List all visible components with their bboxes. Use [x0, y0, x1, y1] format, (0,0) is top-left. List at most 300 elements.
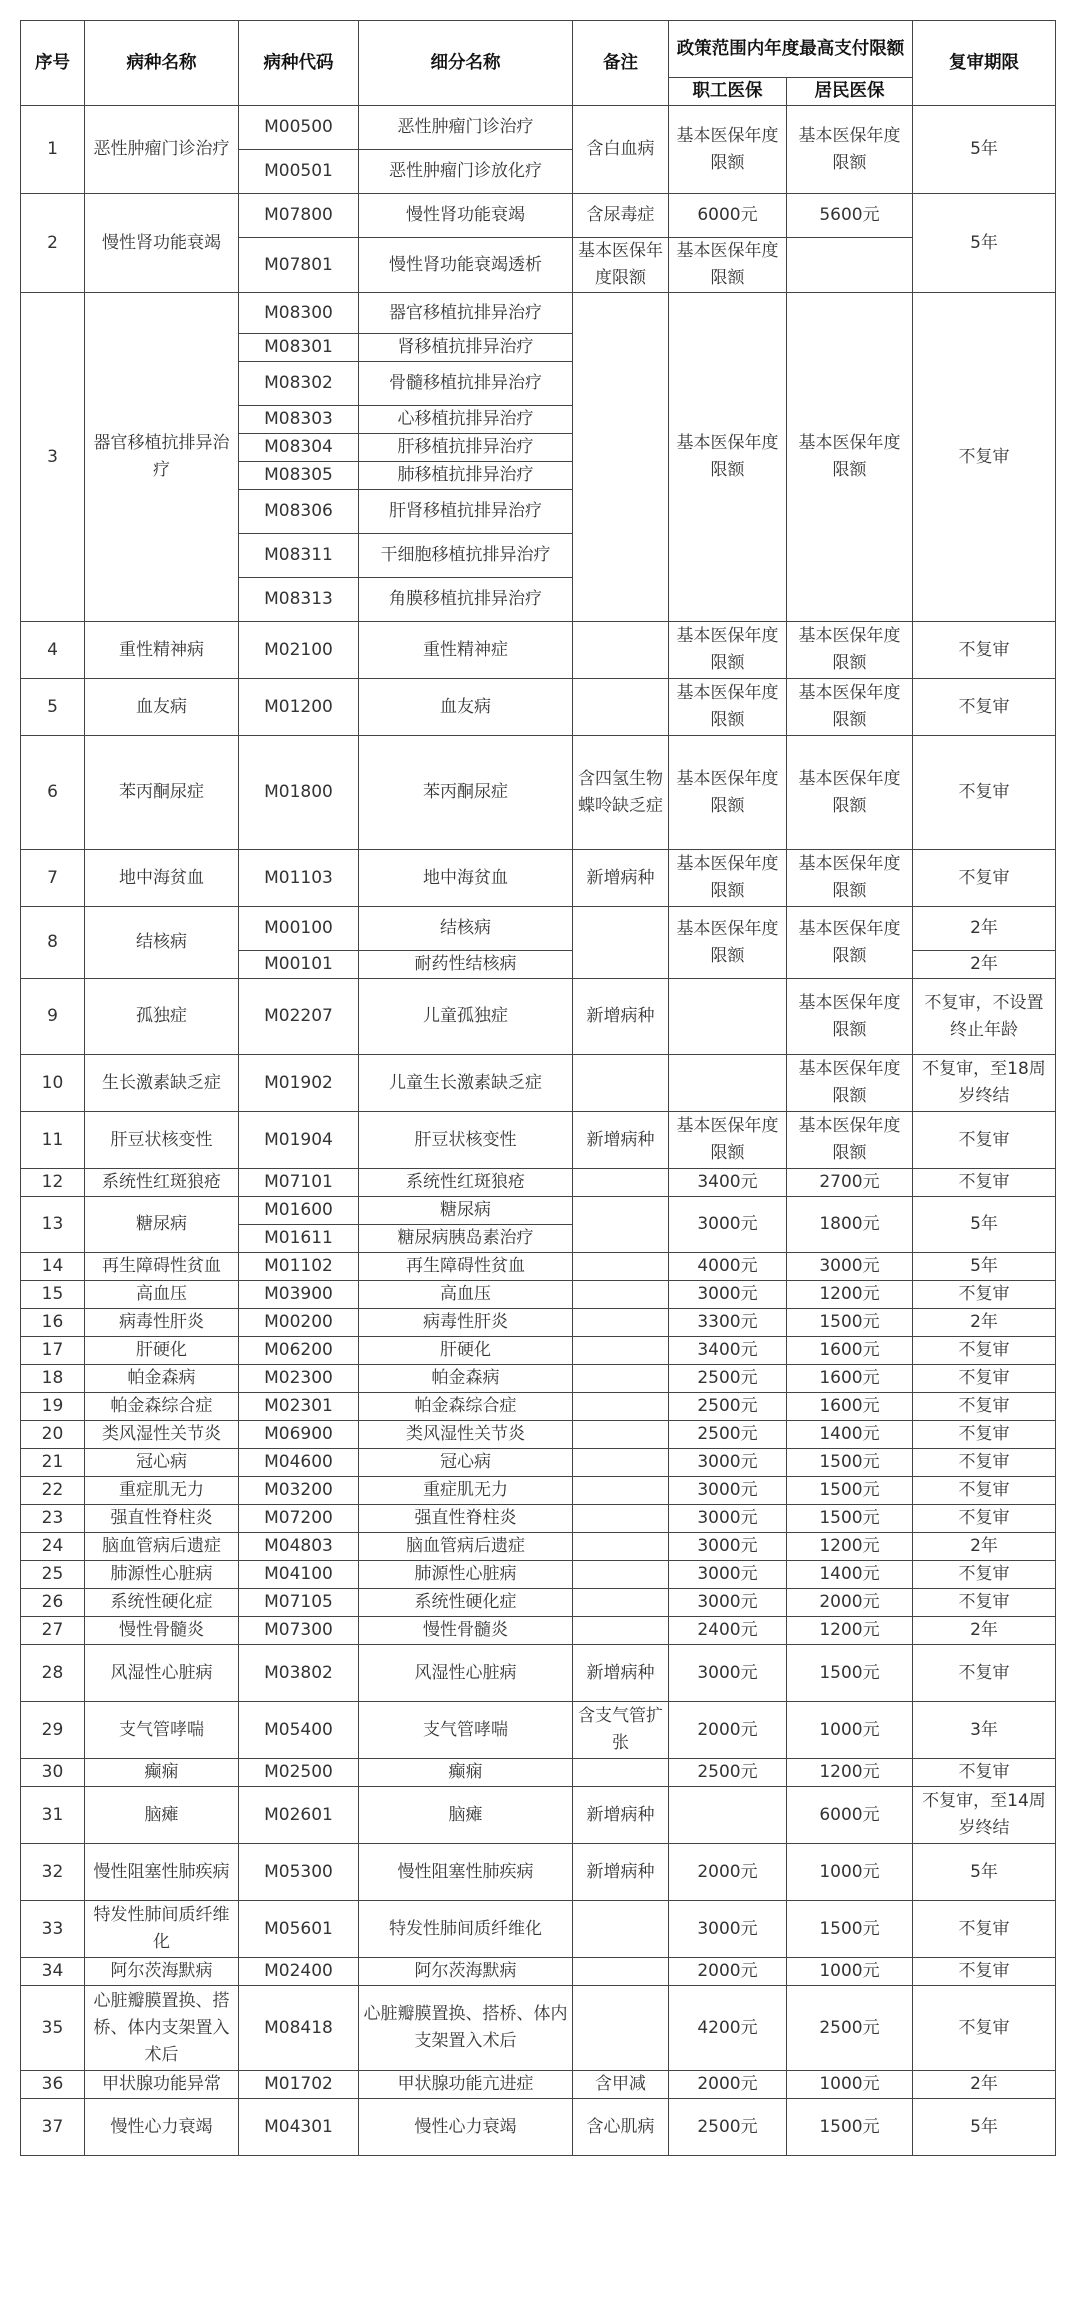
- disease-name-cell: 孤独症: [85, 979, 239, 1055]
- remark-cell: [573, 1169, 669, 1197]
- remark-cell: [573, 1901, 669, 1958]
- disease-code-cell: M06900: [239, 1421, 359, 1449]
- disease-name-cell: 病毒性肝炎: [85, 1309, 239, 1337]
- review-period-cell: 2年: [913, 1617, 1056, 1645]
- disease-code-cell: M00200: [239, 1309, 359, 1337]
- table-row: [21, 1505, 1056, 1533]
- employee-limit-cell: 3000元: [669, 1901, 787, 1958]
- remark-cell: [573, 622, 669, 679]
- review-period-cell: 不复审: [913, 1281, 1056, 1309]
- disease-name-cell: 糖尿病: [85, 1197, 239, 1253]
- sub-name-cell: 系统性红斑狼疮: [359, 1169, 573, 1197]
- remark-cell: 新增病种: [573, 979, 669, 1055]
- seq-cell: 25: [21, 1561, 85, 1589]
- sub-name-cell: 风湿性心脏病: [359, 1645, 573, 1702]
- employee-limit-cell: 2000元: [669, 2071, 787, 2099]
- resident-limit-cell: 基本医保年度限额: [787, 622, 913, 679]
- disease-code-cell: M02207: [239, 979, 359, 1055]
- disease-name-cell: 地中海贫血: [85, 850, 239, 907]
- seq-cell: 33: [21, 1901, 85, 1958]
- disease-code-cell: M02500: [239, 1759, 359, 1787]
- resident-limit-cell: 基本医保年度限额: [787, 907, 913, 979]
- review-period-cell: 不复审: [913, 1393, 1056, 1421]
- review-period-cell: 不复审: [913, 1337, 1056, 1365]
- disease-name-cell: 强直性脊柱炎: [85, 1505, 239, 1533]
- employee-limit-cell: 2500元: [669, 1365, 787, 1393]
- resident-limit-cell: 1500元: [787, 1449, 913, 1477]
- employee-limit-cell: [669, 979, 787, 1055]
- disease-name-cell: 再生障碍性贫血: [85, 1253, 239, 1281]
- resident-limit-cell: 1000元: [787, 2071, 913, 2099]
- disease-code-cell: M05300: [239, 1844, 359, 1901]
- disease-name-cell: 重症肌无力: [85, 1477, 239, 1505]
- review-period-cell: 不复审: [913, 1477, 1056, 1505]
- table-row: [21, 679, 1056, 736]
- remark-cell: [573, 1309, 669, 1337]
- remark-cell: 新增病种: [573, 850, 669, 907]
- remark-cell: [573, 907, 669, 979]
- seq-cell: 22: [21, 1477, 85, 1505]
- resident-limit-cell: 1500元: [787, 1645, 913, 1702]
- seq-cell: 12: [21, 1169, 85, 1197]
- seq-cell: 28: [21, 1645, 85, 1702]
- resident-limit-cell: 1500元: [787, 2099, 913, 2156]
- header-employee: 职工医保: [669, 78, 787, 106]
- policy-table-wrapper: [20, 20, 1055, 2156]
- review-period-cell: 不复审: [913, 1169, 1056, 1197]
- remark-cell: 含支气管扩张: [573, 1702, 669, 1759]
- disease-code-cell: M00500: [239, 106, 359, 150]
- resident-limit-cell: 基本医保年度限额: [787, 979, 913, 1055]
- employee-limit-cell: 2500元: [669, 1421, 787, 1449]
- review-period-cell: 不复审: [913, 1589, 1056, 1617]
- table-row: [21, 1787, 1056, 1844]
- disease-code-cell: M00100: [239, 907, 359, 951]
- resident-limit-cell: 1400元: [787, 1421, 913, 1449]
- header-disease-name: 病种名称: [85, 21, 239, 106]
- resident-limit-cell: 1200元: [787, 1617, 913, 1645]
- disease-code-cell: M01800: [239, 736, 359, 850]
- review-period-cell: 不复审: [913, 1901, 1056, 1958]
- disease-code-cell: M07200: [239, 1505, 359, 1533]
- sub-name-cell: 阿尔茨海默病: [359, 1958, 573, 1986]
- sub-name-cell: 肺移植抗排异治疗: [359, 462, 573, 490]
- sub-name-cell: 地中海贫血: [359, 850, 573, 907]
- sub-name-cell: 骨髓移植抗排异治疗: [359, 362, 573, 406]
- seq-cell: 7: [21, 850, 85, 907]
- disease-code-cell: M08305: [239, 462, 359, 490]
- review-period-cell: 不复审: [913, 1645, 1056, 1702]
- employee-limit-cell: 3000元: [669, 1449, 787, 1477]
- employee-limit-cell: 3000元: [669, 1505, 787, 1533]
- sub-name-cell: 肾移植抗排异治疗: [359, 334, 573, 362]
- resident-limit-cell: 1000元: [787, 1702, 913, 1759]
- seq-cell: 11: [21, 1112, 85, 1169]
- seq-cell: 15: [21, 1281, 85, 1309]
- review-period-cell: 不复审，不设置终止年龄: [913, 979, 1056, 1055]
- sub-name-cell: 强直性脊柱炎: [359, 1505, 573, 1533]
- table-row: [21, 1393, 1056, 1421]
- disease-code-cell: M00501: [239, 150, 359, 194]
- employee-limit-cell: 基本医保年度限额: [573, 238, 669, 293]
- employee-limit-cell: 2500元: [669, 2099, 787, 2156]
- resident-limit-cell: 基本医保年度限额: [787, 850, 913, 907]
- review-period-cell: 3年: [913, 1702, 1056, 1759]
- disease-code-cell: M03802: [239, 1645, 359, 1702]
- sub-name-cell: 角膜移植抗排异治疗: [359, 578, 573, 622]
- disease-code-cell: M08311: [239, 534, 359, 578]
- disease-name-cell: 重性精神病: [85, 622, 239, 679]
- resident-limit-cell: 1500元: [787, 1477, 913, 1505]
- resident-limit-cell: 1500元: [787, 1505, 913, 1533]
- resident-limit-cell: 3000元: [787, 1253, 913, 1281]
- sub-name-cell: 肝移植抗排异治疗: [359, 434, 573, 462]
- employee-limit-cell: 基本医保年度限额: [669, 106, 787, 194]
- seq-cell: 20: [21, 1421, 85, 1449]
- review-period-cell: 5年: [913, 2099, 1056, 2156]
- review-period-cell: 2年: [913, 907, 1056, 951]
- table-row: [21, 1986, 1056, 2071]
- disease-code-cell: M08313: [239, 578, 359, 622]
- seq-cell: 3: [21, 293, 85, 622]
- remark-cell: [573, 1561, 669, 1589]
- resident-limit-cell: 2500元: [787, 1986, 913, 2071]
- employee-limit-cell: 2000元: [669, 1844, 787, 1901]
- review-period-cell: 不复审: [913, 1958, 1056, 1986]
- resident-limit-cell: 基本医保年度限额: [787, 293, 913, 622]
- sub-name-cell: 慢性肾功能衰竭透析: [359, 238, 573, 293]
- remark-cell: [573, 1055, 669, 1112]
- seq-cell: 27: [21, 1617, 85, 1645]
- seq-cell: 10: [21, 1055, 85, 1112]
- disease-code-cell: M04100: [239, 1561, 359, 1589]
- disease-name-cell: 肝硬化: [85, 1337, 239, 1365]
- seq-cell: 19: [21, 1393, 85, 1421]
- table-row: [21, 1561, 1056, 1589]
- table-row: [21, 736, 1056, 850]
- employee-limit-cell: 3000元: [669, 1477, 787, 1505]
- sub-name-cell: 再生障碍性贫血: [359, 1253, 573, 1281]
- sub-name-cell: 肝肾移植抗排异治疗: [359, 490, 573, 534]
- remark-cell: [573, 293, 669, 622]
- table-row: [21, 1477, 1056, 1505]
- resident-limit-cell: 1600元: [787, 1365, 913, 1393]
- sub-name-cell: 结核病: [359, 907, 573, 951]
- resident-limit-cell: 5600元: [787, 194, 913, 238]
- remark-cell: [573, 679, 669, 736]
- disease-name-cell: 血友病: [85, 679, 239, 736]
- remark-cell: [573, 1253, 669, 1281]
- sub-name-cell: 病毒性肝炎: [359, 1309, 573, 1337]
- employee-limit-cell: 3000元: [669, 1197, 787, 1253]
- disease-name-cell: 肝豆状核变性: [85, 1112, 239, 1169]
- resident-limit-cell: 1600元: [787, 1393, 913, 1421]
- sub-name-cell: 肺源性心脏病: [359, 1561, 573, 1589]
- resident-limit-cell: 2000元: [787, 1589, 913, 1617]
- seq-cell: 9: [21, 979, 85, 1055]
- seq-cell: 24: [21, 1533, 85, 1561]
- review-period-cell: 5年: [913, 1253, 1056, 1281]
- remark-cell: 含甲减: [573, 2071, 669, 2099]
- sub-name-cell: 甲状腺功能亢进症: [359, 2071, 573, 2099]
- remark-cell: [573, 1533, 669, 1561]
- seq-cell: 16: [21, 1309, 85, 1337]
- disease-code-cell: M02100: [239, 622, 359, 679]
- table-row: [21, 2099, 1056, 2156]
- disease-name-cell: 帕金森综合症: [85, 1393, 239, 1421]
- disease-code-cell: M04803: [239, 1533, 359, 1561]
- sub-name-cell: 血友病: [359, 679, 573, 736]
- employee-limit-cell: 基本医保年度限额: [669, 1112, 787, 1169]
- seq-cell: 21: [21, 1449, 85, 1477]
- disease-name-cell: 系统性硬化症: [85, 1589, 239, 1617]
- seq-cell: 23: [21, 1505, 85, 1533]
- disease-code-cell: M03200: [239, 1477, 359, 1505]
- remark-cell: 新增病种: [573, 1844, 669, 1901]
- employee-limit-cell: 基本医保年度限额: [669, 622, 787, 679]
- table-row: [21, 2071, 1056, 2099]
- disease-name-cell: 冠心病: [85, 1449, 239, 1477]
- review-period-cell: 不复审: [913, 293, 1056, 622]
- employee-limit-cell: 2500元: [669, 1759, 787, 1787]
- header-row-1: [21, 21, 1056, 78]
- disease-code-cell: M08302: [239, 362, 359, 406]
- disease-name-cell: 类风湿性关节炎: [85, 1421, 239, 1449]
- disease-code-cell: M06200: [239, 1337, 359, 1365]
- table-row: [21, 1533, 1056, 1561]
- resident-limit-cell: 1800元: [787, 1197, 913, 1253]
- employee-limit-cell: 6000元: [669, 194, 787, 238]
- table-row: [21, 979, 1056, 1055]
- table-row: [21, 194, 1056, 238]
- disease-payment-table: [20, 20, 1056, 2156]
- disease-code-cell: M04301: [239, 2099, 359, 2156]
- review-period-cell: 2年: [913, 2071, 1056, 2099]
- disease-name-cell: 慢性骨髓炎: [85, 1617, 239, 1645]
- table-row: [21, 1844, 1056, 1901]
- disease-code-cell: M08303: [239, 406, 359, 434]
- sub-name-cell: 冠心病: [359, 1449, 573, 1477]
- resident-limit-cell: 基本医保年度限额: [787, 679, 913, 736]
- disease-code-cell: M01200: [239, 679, 359, 736]
- remark-cell: [573, 1759, 669, 1787]
- disease-code-cell: M00101: [239, 951, 359, 979]
- sub-name-cell: 特发性肺间质纤维化: [359, 1901, 573, 1958]
- seq-cell: 34: [21, 1958, 85, 1986]
- header-limit-title: 政策范围内年度最高支付限额: [669, 21, 913, 78]
- resident-limit-cell: 基本医保年度限额: [787, 1112, 913, 1169]
- disease-code-cell: M01102: [239, 1253, 359, 1281]
- table-row: [21, 1702, 1056, 1759]
- disease-code-cell: M04600: [239, 1449, 359, 1477]
- disease-name-cell: 慢性心力衰竭: [85, 2099, 239, 2156]
- table-row: [21, 1169, 1056, 1197]
- table-row: [21, 293, 1056, 334]
- disease-code-cell: M02301: [239, 1393, 359, 1421]
- table-row: [21, 1112, 1056, 1169]
- sub-name-cell: 儿童孤独症: [359, 979, 573, 1055]
- employee-limit-cell: 2500元: [669, 1393, 787, 1421]
- resident-limit-cell: 基本医保年度限额: [787, 736, 913, 850]
- review-period-cell: 2年: [913, 951, 1056, 979]
- seq-cell: 26: [21, 1589, 85, 1617]
- resident-limit-cell: 1500元: [787, 1309, 913, 1337]
- review-period-cell: 5年: [913, 106, 1056, 194]
- sub-name-cell: 肝豆状核变性: [359, 1112, 573, 1169]
- review-period-cell: 不复审，至18周岁终结: [913, 1055, 1056, 1112]
- header-review-period: 复审期限: [913, 21, 1056, 106]
- review-period-cell: 不复审: [913, 1365, 1056, 1393]
- employee-limit-cell: 基本医保年度限额: [669, 907, 787, 979]
- sub-name-cell: 慢性心力衰竭: [359, 2099, 573, 2156]
- table-row: [21, 1365, 1056, 1393]
- table-row: [21, 1958, 1056, 1986]
- table-row: [21, 907, 1056, 951]
- sub-name-cell: 肝硬化: [359, 1337, 573, 1365]
- employee-limit-cell: [669, 1787, 787, 1844]
- review-period-cell: 不复审: [913, 1505, 1056, 1533]
- seq-cell: 5: [21, 679, 85, 736]
- sub-name-cell: 类风湿性关节炎: [359, 1421, 573, 1449]
- sub-name-cell: 重性精神症: [359, 622, 573, 679]
- table-row: [21, 1901, 1056, 1958]
- disease-code-cell: M07801: [239, 238, 359, 293]
- remark-cell: [573, 1477, 669, 1505]
- sub-name-cell: 慢性肾功能衰竭: [359, 194, 573, 238]
- review-period-cell: 不复审: [913, 850, 1056, 907]
- header-sub-name: 细分名称: [359, 21, 573, 106]
- employee-limit-cell: 3000元: [669, 1589, 787, 1617]
- employee-limit-cell: 基本医保年度限额: [669, 679, 787, 736]
- table-row: [21, 1449, 1056, 1477]
- sub-name-cell: 糖尿病胰岛素治疗: [359, 1225, 573, 1253]
- sub-name-cell: 高血压: [359, 1281, 573, 1309]
- remark-cell: 含白血病: [573, 106, 669, 194]
- sub-name-cell: 支气管哮喘: [359, 1702, 573, 1759]
- resident-limit-cell: 1200元: [787, 1533, 913, 1561]
- review-period-cell: 不复审，至14周岁终结: [913, 1787, 1056, 1844]
- sub-name-cell: 慢性骨髓炎: [359, 1617, 573, 1645]
- resident-limit-cell: 1000元: [787, 1958, 913, 1986]
- review-period-cell: 不复审: [913, 1561, 1056, 1589]
- disease-name-cell: 高血压: [85, 1281, 239, 1309]
- remark-cell: 含四氢生物蝶呤缺乏症: [573, 736, 669, 850]
- employee-limit-cell: 基本医保年度限额: [669, 736, 787, 850]
- seq-cell: 31: [21, 1787, 85, 1844]
- seq-cell: 18: [21, 1365, 85, 1393]
- disease-code-cell: M01600: [239, 1197, 359, 1225]
- disease-name-cell: 脑瘫: [85, 1787, 239, 1844]
- resident-limit-cell: 6000元: [787, 1787, 913, 1844]
- review-period-cell: 不复审: [913, 1759, 1056, 1787]
- remark-cell: [573, 1393, 669, 1421]
- review-period-cell: 2年: [913, 1533, 1056, 1561]
- sub-name-cell: 重症肌无力: [359, 1477, 573, 1505]
- disease-name-cell: 癫痫: [85, 1759, 239, 1787]
- disease-name-cell: 阿尔茨海默病: [85, 1958, 239, 1986]
- table-row: [21, 1337, 1056, 1365]
- sub-name-cell: 恶性肿瘤门诊治疗: [359, 106, 573, 150]
- remark-cell: 含心肌病: [573, 2099, 669, 2156]
- review-period-cell: 5年: [913, 194, 1056, 293]
- table-row: [21, 1055, 1056, 1112]
- employee-limit-cell: 2000元: [669, 1958, 787, 1986]
- header-seq: 序号: [21, 21, 85, 106]
- sub-name-cell: 脑血管病后遗症: [359, 1533, 573, 1561]
- resident-limit-cell: 1200元: [787, 1759, 913, 1787]
- remark-cell: [573, 1986, 669, 2071]
- table-row: [21, 622, 1056, 679]
- disease-name-cell: 器官移植抗排异治疗: [85, 293, 239, 622]
- disease-code-cell: M08301: [239, 334, 359, 362]
- review-period-cell: 不复审: [913, 1449, 1056, 1477]
- seq-cell: 37: [21, 2099, 85, 2156]
- seq-cell: 36: [21, 2071, 85, 2099]
- disease-name-cell: 特发性肺间质纤维化: [85, 1901, 239, 1958]
- table-row: [21, 1281, 1056, 1309]
- review-period-cell: 不复审: [913, 1986, 1056, 2071]
- sub-name-cell: 恶性肿瘤门诊放化疗: [359, 150, 573, 194]
- review-period-cell: 不复审: [913, 679, 1056, 736]
- seq-cell: 13: [21, 1197, 85, 1253]
- disease-code-cell: M08304: [239, 434, 359, 462]
- table-row: [21, 1645, 1056, 1702]
- sub-name-cell: 器官移植抗排异治疗: [359, 293, 573, 334]
- resident-limit-cell: 2700元: [787, 1169, 913, 1197]
- seq-cell: 8: [21, 907, 85, 979]
- disease-code-cell: M01103: [239, 850, 359, 907]
- seq-cell: 35: [21, 1986, 85, 2071]
- remark-cell: 新增病种: [573, 1645, 669, 1702]
- disease-code-cell: M01702: [239, 2071, 359, 2099]
- disease-name-cell: 心脏瓣膜置换、搭桥、体内支架置入术后: [85, 1986, 239, 2071]
- disease-name-cell: 苯丙酮尿症: [85, 736, 239, 850]
- disease-code-cell: M02400: [239, 1958, 359, 1986]
- review-period-cell: 不复审: [913, 736, 1056, 850]
- remark-cell: [573, 1365, 669, 1393]
- remark-cell: 新增病种: [573, 1112, 669, 1169]
- review-period-cell: 不复审: [913, 622, 1056, 679]
- disease-name-cell: 系统性红斑狼疮: [85, 1169, 239, 1197]
- disease-name-cell: 支气管哮喘: [85, 1702, 239, 1759]
- remark-cell: [573, 1421, 669, 1449]
- disease-code-cell: M08306: [239, 490, 359, 534]
- disease-code-cell: M05601: [239, 1901, 359, 1958]
- sub-name-cell: 脑瘫: [359, 1787, 573, 1844]
- employee-limit-cell: 3400元: [669, 1337, 787, 1365]
- seq-cell: 2: [21, 194, 85, 293]
- employee-limit-cell: 4000元: [669, 1253, 787, 1281]
- disease-code-cell: M03900: [239, 1281, 359, 1309]
- sub-name-cell: 糖尿病: [359, 1197, 573, 1225]
- disease-code-cell: M08418: [239, 1986, 359, 2071]
- remark-cell: [573, 1958, 669, 1986]
- table-row: [21, 1309, 1056, 1337]
- disease-name-cell: 生长激素缺乏症: [85, 1055, 239, 1112]
- disease-code-cell: M07101: [239, 1169, 359, 1197]
- sub-name-cell: 心脏瓣膜置换、搭桥、体内支架置入术后: [359, 1986, 573, 2071]
- disease-code-cell: M01611: [239, 1225, 359, 1253]
- disease-name-cell: 慢性阻塞性肺疾病: [85, 1844, 239, 1901]
- disease-name-cell: 风湿性心脏病: [85, 1645, 239, 1702]
- resident-limit-cell: 基本医保年度限额: [669, 238, 787, 293]
- disease-code-cell: M07800: [239, 194, 359, 238]
- employee-limit-cell: 2400元: [669, 1617, 787, 1645]
- sub-name-cell: 帕金森病: [359, 1365, 573, 1393]
- resident-limit-cell: 1500元: [787, 1901, 913, 1958]
- employee-limit-cell: [669, 1055, 787, 1112]
- employee-limit-cell: 3400元: [669, 1169, 787, 1197]
